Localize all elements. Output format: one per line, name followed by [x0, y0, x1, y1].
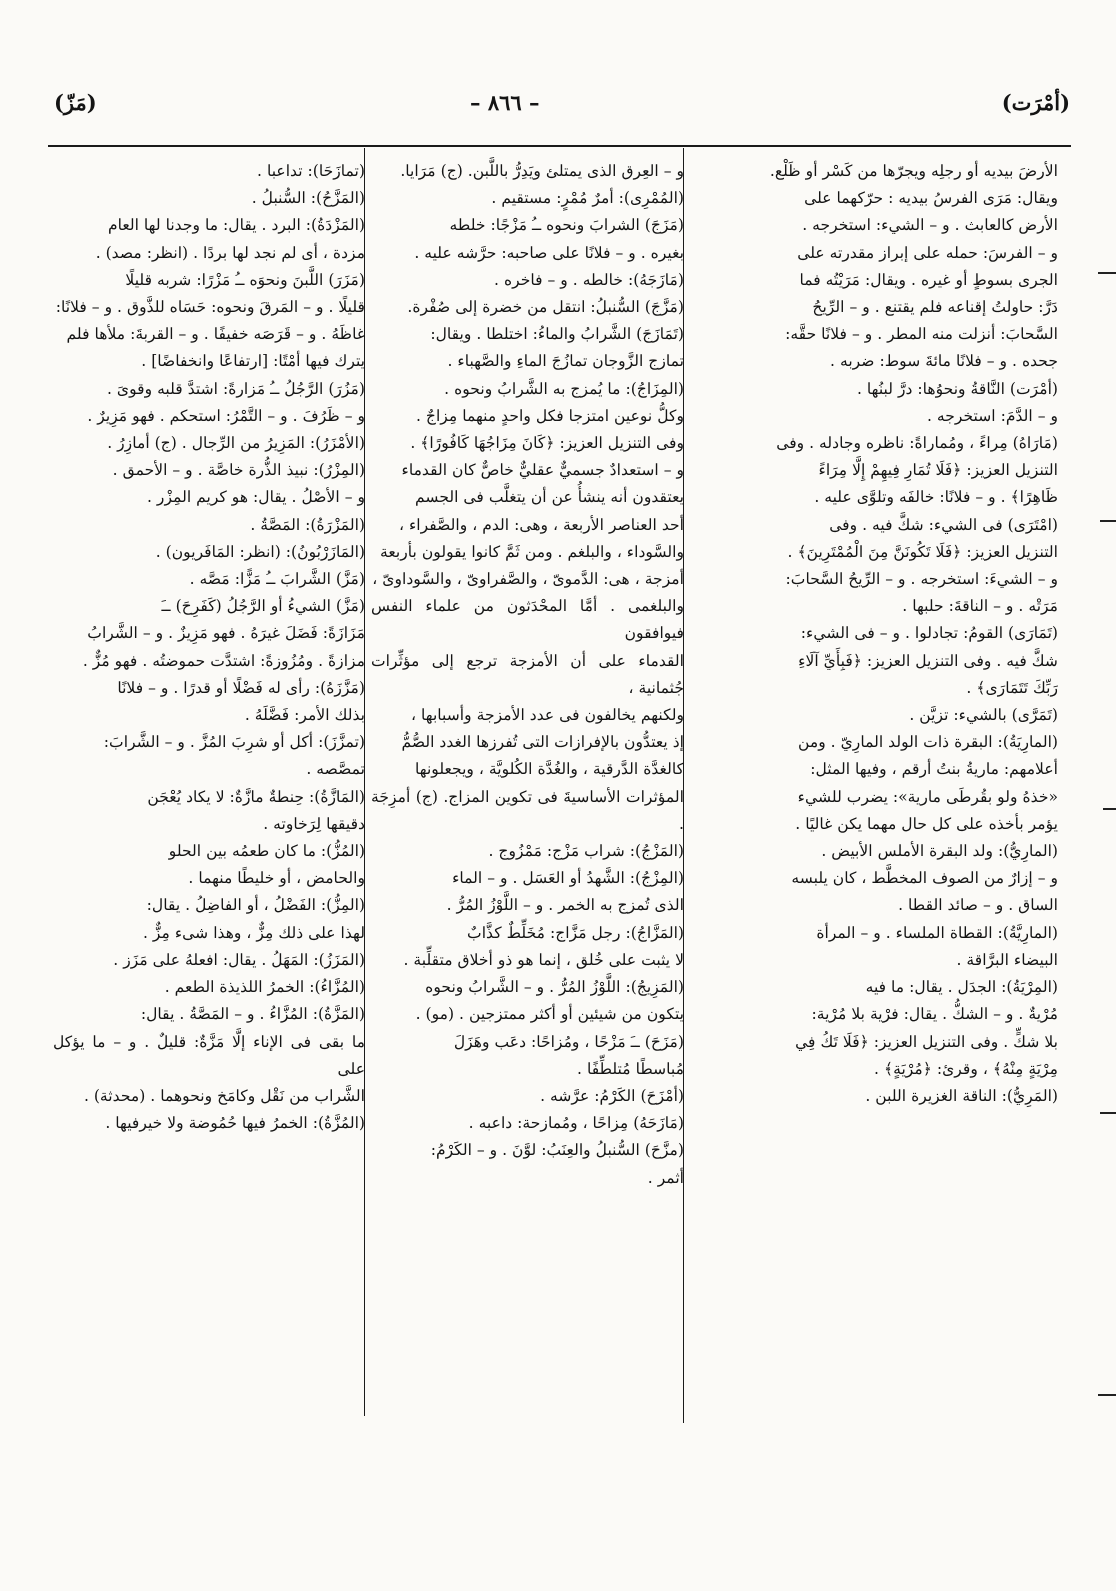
entry-line: مُرْيةٌ . و – الشكُّ . يقال: فرْية بلا مُرْية: — [811, 1005, 1058, 1024]
entry-line: (تمزَّزَ): أكل أو شرِبَ المُزَّ . و – الشَّرابَ: — [103, 733, 365, 752]
entry-line: (مَزَجَ) الشرابَ ونحوه ــُ مَزْجًا: خلطه — [449, 216, 684, 235]
entry-line: يترك فيها أمْتًا: [ارتفاعًا وانخفاضًا] . — [141, 352, 365, 371]
entry-line: و – الدَّمَ: استخرجه . — [926, 406, 1058, 425]
entry-line: (المُزَّةُ): الخمرُ فيها حُمُوضة ولا خيرفيها . — [105, 1114, 365, 1133]
entry-line: (مَزُرَ) الرَّجُلُ ــُ مَزارةً: اشتدَّ قلبه وقوىَ . — [106, 379, 365, 398]
entry-line: مُباسطًا مُتلطِّفًا . — [577, 1059, 684, 1078]
entry-line: الأرضَ بيديه أو رجلِه ويجرّها من كَسْر أو ظَلْع. — [769, 162, 1058, 180]
entry-line: ولكنهم يخالفون فى عدد الأمزجة وأسبابها ، — [411, 706, 684, 725]
entry-line: (المِزْجُ): الشَّهدُ أو العَسَل . و – الماء — [452, 869, 684, 888]
entry-line: يتكون من شيئين أو أكثر ممتزجين . (مو) . — [415, 1005, 684, 1024]
entry-line: تمازج الزَّوجان تمازُجَ الماءِ والصَّهباء . — [447, 352, 684, 371]
entry-line: (المَازَرْبُونُ): (انظر: المَافَريون) . — [155, 542, 365, 561]
entry-line: (تمازَحَا): تداعبا . — [257, 162, 365, 180]
entry-line: دقيقها لِرَخاوته . — [263, 814, 365, 833]
right-guide-word: (أمْرَت) — [1001, 90, 1070, 115]
entry-line: (المارِيَةُ): البقرة ذات الولد المارِيّ . ومن — [797, 733, 1058, 752]
entry-line: (المَزَّةُ): المُزَّاءُ . و – المَصَّةُ . يقال: — [140, 1005, 365, 1024]
entry-line: (تَمَارَى) القومُ: تجادلوا . و – فى الشيء: — [800, 624, 1058, 643]
entry-line: (مَزَّجَ) السُّنبلُ: انتقل من خضرة إلى صُفْرة. — [407, 298, 684, 317]
entry-line: «خذهُ ولو بقُرطَى مارية»: يضرب للشيء — [797, 787, 1058, 806]
entry-line: (الأمْزَرُ): المَزِيرُ من الرِّجال . (ج) أمازِرُ . — [107, 434, 365, 453]
entry-line: أعلامهم: ماريةُ بنتُ أرقم ، وفيها المثل: — [810, 760, 1058, 779]
entry-line: دَرَّ: حاولتُ إقناعه فلم يقتنع . و – الرِّيحُ — [812, 298, 1058, 317]
margin-mark — [1098, 1394, 1116, 1396]
entry-line: (المِزَاجُ): ما يُمزج به الشَّرابُ ونحوه . — [444, 379, 684, 398]
entry-line: ظَاهِرًا﴾ . و – فلانًا: خالفَه وتلوَّى عليه . — [814, 488, 1058, 507]
entry-line: يعتقدون أنه ينشأُ عن أن يتغلَّب فى الجسم — [415, 488, 684, 507]
entry-line: (مَزَرَ) اللَّبنَ ونحوَه ــُ مَزْرًا: شربه قليلًا — [125, 270, 365, 289]
entry-line: غاظَهُ . و – قَرَصَه خفيفًا . و – القربةَ: ملأها فلم — [66, 325, 365, 344]
entry-line: مَزَازَةً: فَضَلَ غيرَهُ . فهو مَزِيزٌ . و – الشَّرابُ — [87, 624, 365, 643]
entry-line: (مَزَّزَهُ): رأى له فَضْلًا أو قدرًا . و – فلانًا — [117, 678, 365, 697]
entry-line: قليلًا . و – المَرقَ ونحوه: حَسَاه للذَّوق . و – فلانًا: — [55, 298, 365, 317]
entry-line: أحد العناصر الأربعة ، وهى: الدم ، والصَّفراء ، — [398, 515, 684, 534]
entry-line: (مَازَحَهُ) مِزاحًا ، ومُمازحة: داعبه . — [468, 1114, 684, 1133]
entry-line: إذ يعتدُّون بالإفرازات التى تُفرزها الغدد الصُّمُّ — [401, 733, 684, 752]
margin-mark — [1098, 272, 1116, 274]
entry-line: القدماء على أن الأمزجة ترجع إلى مؤثِّرات جُثمانية ، — [371, 651, 684, 697]
entry-line: الأرض كالعابث . و – الشيء: استخرجه . — [802, 216, 1058, 235]
entry-line: (أمْزَحَ) الكَرْمُ: عرَّشه . — [540, 1086, 684, 1105]
entry-line: تمصَّصه . — [306, 760, 365, 779]
entry-line: (المَزْدَةُ): البرد . يقال: ما وجدنا لها العام — [107, 216, 365, 235]
entry-line: و – الفرسَ: حمله على إبراز مقدرته على — [797, 243, 1058, 262]
entry-line: (المُزَّاءُ): الخمرُ اللذيذة الطعم . — [164, 978, 365, 997]
margin-mark — [1100, 520, 1116, 522]
entry-line: جحده . و – فلانًا مائةَ سوط: ضربه . — [830, 352, 1058, 371]
header-rule — [48, 145, 1071, 147]
entry-line: الشَّراب من نَقْل وكامَخ ونحوهما . (محدثة) . — [83, 1086, 365, 1105]
entry-line: ويقال: مَرَى الفرسُ بيديه : حرّكهما على — [804, 189, 1058, 208]
entry-line: و – العِرق الذى يمتلئ ويَدِرُّ باللَّبن. (ج) مَرَايا. — [400, 162, 684, 180]
entry-line: (تَمَرَّى) بالشيء: تزيَّن . — [909, 706, 1058, 725]
entry-line: (المَزْجُ): شراب مَزْج: مَمْزُوج . — [488, 842, 684, 861]
entry-line: الجرى بسوطٍ أو غيره . ويقال: مَرَيْتُه فما — [799, 270, 1058, 289]
page-number: – ٨٦٦ – — [470, 90, 540, 115]
entry-line: (المِزُّ): الفَضْلُ ، أو الفاضِلُ . يقال: — [146, 896, 365, 915]
entry-line: ما بقى فى الإناء إلَّا مَزَّةٌ: قليلٌ . و – ما يؤكل على — [53, 1032, 365, 1078]
entry-line: (أمْرَت) النَّاقةُ ونحوُها: درَّ لبنُها . — [856, 379, 1058, 398]
entry-line: التنزيل العزيز: ﴿فَلَا تَكُونَنَّ مِنَ الْمُمْتَرِينَ﴾ . — [787, 542, 1058, 561]
entry-line: و – استعدادٌ جسميٌّ عقليٌّ خاصٌّ كان القدماء — [401, 461, 684, 480]
entry-line: (المَازَّةُ): حِنطةٌ مازَّةٌ: لا يكاد يُعْجَن — [147, 787, 365, 806]
entry-line: أمزجة ، هى: الدَّموىّ ، والصَّفراوىّ ، والسَّوداوىّ ، — [372, 570, 684, 589]
entry-line: (المَزَّاجُ): رجل مَزَّاج: مُخَلِّطٌ كذَّابٌ — [467, 923, 684, 942]
entry-line: (امْتَرَى) فى الشيء: شكَّ فيه . وفى — [829, 515, 1058, 534]
entry-line: والبلغمى . أمَّا المحْدَثون من علماء النفس فيوافقون — [371, 597, 684, 643]
entry-line: (المُزُّ): ما كان طعمُه بين الحلو — [168, 842, 365, 861]
entry-line: (مزَّحَ) السُّنبلُ والعِنَبُ: لوَّنَ . و – الكَرْمُ: — [430, 1141, 684, 1160]
entry-line: (مَازَجَهُ): خالطه . و – فاخره . — [494, 270, 684, 289]
entry-line: وفى التنزيل العزيز: ﴿كَانَ مِزَاجُهَا كَافُورًا﴾ . — [410, 434, 684, 453]
entry-line: السَّحابَ: أنزلت منه المطر . و – فلانًا حقَّه: — [785, 325, 1058, 344]
entry-line: رَبِّكَ تَتَمَارَى﴾ . — [966, 678, 1058, 697]
left-guide-word: (مَزّ) — [54, 90, 97, 115]
entry-line: مَرَتْه . و – الناقةَ: حلبها . — [902, 597, 1058, 616]
entry-line: (مَزَحَ) ــَ مَزْحًا ، ومُزاحًا: دعَب وهَزَلَ — [453, 1032, 684, 1051]
entry-line: يؤمر بأخذه على كل حال مهما يكن غاليًا . — [795, 814, 1058, 833]
entry-line: مِرْيَةٍ مِنْهُ﴾ ، وقرئ: ﴿مُرْيَةٍ﴾ . — [874, 1059, 1058, 1078]
entry-line: لا يثبت على خُلق ، إنما هو ذو أخلاق متقلِّبة . — [403, 950, 684, 969]
entry-line: (المِرْيَةُ): الجدَل . يقال: ما فيه — [865, 978, 1058, 997]
entry-line: مزازةً . ومُزُوزةً: اشتدَّت حموضتُه . فهو مُزٌّ . — [82, 651, 365, 670]
page-header — [0, 86, 1116, 126]
margin-mark — [1100, 1112, 1116, 1114]
entry-line: (المَزَزُ): المَهَلُ . يقال: افعلهُ على مَزَز . — [113, 950, 365, 969]
entry-line: لهذا على ذلك مِزٌّ ، وهذا شىء مِزٌّ . — [143, 923, 365, 942]
entry-line: و – الأصْلُ . يقال: هو كريم المِزْر . — [147, 488, 365, 507]
entry-line: التنزيل العزيز: ﴿فَلَا تُمَارِ فِيهِمْ إِلَّا مِرَاءً — [818, 461, 1058, 480]
entry-line: (المَزِيجُ): اللَّوْزُ المُرُّ . و – الشَّرابُ ونحوه — [425, 978, 684, 997]
entry-line: و – إزارٌ من الصوف المخطَّط ، كان يلبسه — [791, 869, 1058, 888]
entry-line: بلا شكٍّ . وفى التنزيل العزيز: ﴿فَلَا تَكُ فِي — [795, 1032, 1058, 1051]
column-middle — [371, 158, 684, 1192]
entry-line: (المَزَّحُ): السُّنبلُ . — [251, 189, 365, 208]
entry-line: الذى تُمزج به الخمر . و – اللَّوْزُ المُرُّ . — [446, 896, 684, 915]
entry-line: (المارِيُّ): ولد البقرة الأملس الأبيض . — [821, 842, 1058, 861]
entry-line: و – ظَرُفَ . و – التَّمْرُ: استحكم . فهو مَزِيرٌ . — [87, 406, 365, 425]
entry-line: بغيره . و – فلانًا على صاحبه: حرَّشه عليه . — [414, 243, 684, 262]
entry-line: وكلُّ نوعين امتزجا فكل واحدٍ منهما مِزاجٌ . — [415, 406, 684, 425]
entry-line: شكَّ فيه . وفى التنزيل العزيز: ﴿فَبِأَيِّ آلَاءِ — [798, 651, 1058, 670]
margin-mark — [1103, 808, 1116, 810]
entry-line: (مَزَّ) الشَّرابَ ــُ مَزًّا: مَصَّه . — [189, 570, 365, 589]
entry-line: (المارِيَّةُ): القطاة الملساء . و – المرأة — [816, 923, 1058, 942]
entry-line: و – الشيءَ: استخرجه . و – الرِّيحُ السَّحابَ: — [785, 570, 1058, 589]
entry-line: البيضاء البرَّاقة . — [956, 950, 1058, 969]
entry-line: (مَزَّ) الشيءُ أو الرَّجُلُ (كَفَرِحَ) ــَ — [161, 597, 365, 616]
entry-line: الساق . و – صائد القطا . — [898, 896, 1058, 915]
column-left — [53, 158, 365, 1137]
entry-line: بذلك الأمر: فَضَّلَهُ . — [244, 706, 365, 725]
entry-line: (المِزْرُ): نبيذ الذُّرة خاصَّة . و – الأحمق . — [112, 461, 365, 480]
entry-line: (المُمْرِى): أمرٌ مُمْرٍ: مستقيم . — [491, 189, 684, 208]
entry-line: والحامض ، أو خليطًا منهما . — [188, 869, 365, 888]
column-right — [690, 158, 1058, 1110]
entry-line: (المَزْرَةُ): المَصَّةُ . — [250, 515, 365, 534]
entry-line: (المَرِيُّ): الناقة الغزيرة اللبن . — [865, 1086, 1058, 1105]
entry-line: مزدة ، أى لم نجد لها بردًا . (انظر: مصد) . — [95, 243, 365, 262]
entry-line: والسَّوداء ، والبلغم . ومن ثَمَّ كانوا يقولون بأربعة — [380, 542, 684, 561]
entry-line: أثمر . — [647, 1168, 684, 1187]
entry-line: (تَمَازَجَ) الشَّرابُ والماءُ: اختلطا . ويقال: — [430, 325, 684, 344]
entry-line: المؤثرات الأساسيةَ فى تكوين المزاج. (ج) أمزِجَة . — [371, 787, 684, 833]
entry-line: كالغدَّة الدَّرقية ، والغُدَّة الكُلويَّة ، ويجعلونها — [415, 760, 684, 779]
entry-line: (مَارَاهُ) مِراءً ، ومُماراةً: ناظره وجادله . وفى — [776, 434, 1058, 453]
